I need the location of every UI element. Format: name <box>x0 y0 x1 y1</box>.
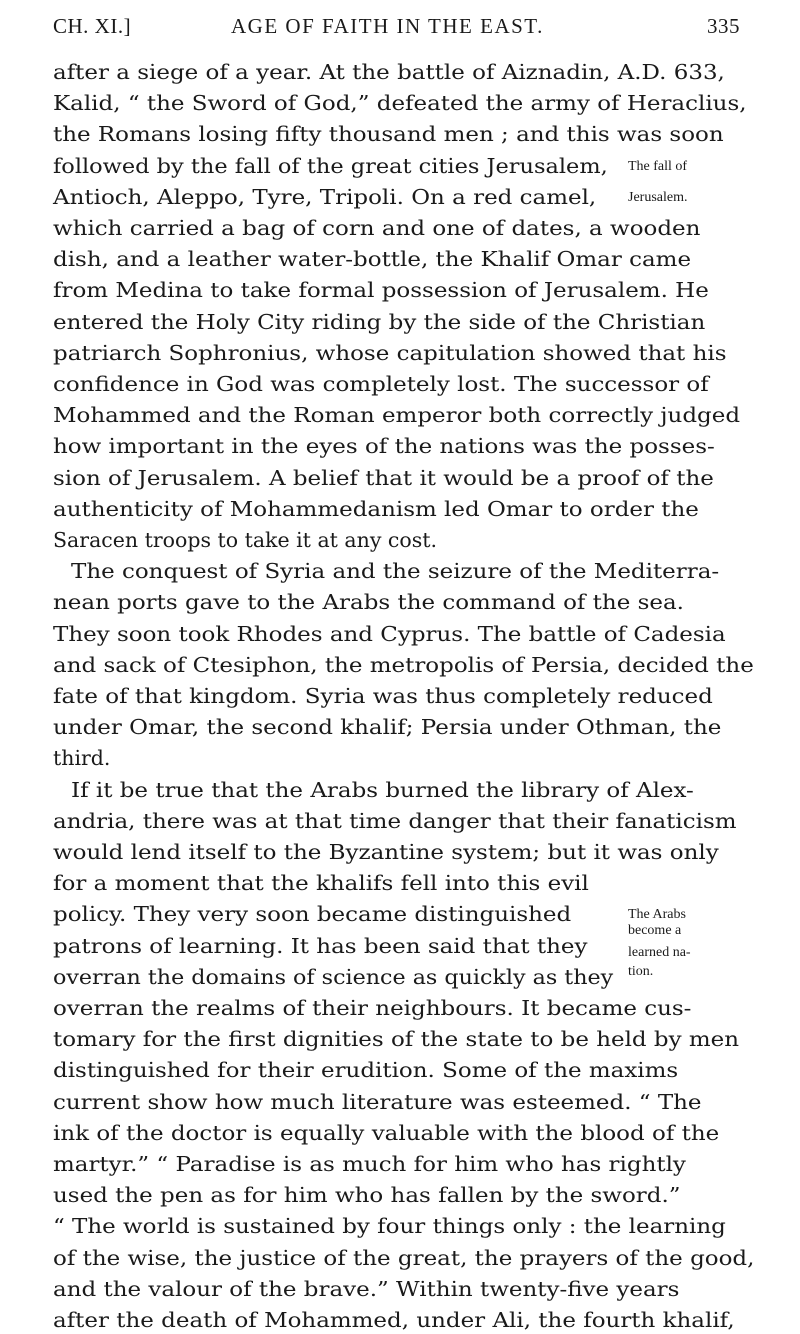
text-line: martyr.” “ Paradise is as much for him who has rightly <box>53 1152 686 1176</box>
margin-note: The fall of <box>628 158 688 174</box>
text-line: sion of Jerusalem. A belief that it would be a proof of the <box>53 465 714 490</box>
text-line: dish, and a leather water-bottle, the Khalif Omar came <box>53 247 692 272</box>
text-line: and the valour of the brave.” Within twenty-five years <box>53 1276 680 1301</box>
text-line: The conquest of Syria and the seizure of the Mediterra- <box>71 559 720 584</box>
text-line: used the pen as for him who has fallen by the sword.” <box>53 1183 681 1208</box>
text-line: ink of the doctor is equally valuable with the blood of the <box>53 1120 720 1145</box>
text-line: They soon took Rhodes and Cyprus. The battle of Cadesia <box>53 621 726 646</box>
margin-note: become a <box>628 923 682 938</box>
page-number: 335 <box>707 14 740 38</box>
text-line: fate of that kingdom. Syria was thus completely reduced <box>53 684 713 708</box>
text-line: from Medina to take formal possession of Jerusalem. He <box>53 278 709 303</box>
running-header <box>53 14 740 44</box>
text-line: entered the Holy City riding by the side of the Christian <box>53 309 706 334</box>
running-title: AGE OF FAITH IN THE EAST. <box>231 14 544 38</box>
text-line: third. <box>53 746 111 771</box>
text-line: would lend itself to the Byzantine system; but it was only <box>53 840 719 864</box>
text-line: patriarch Sophronius, whose capitulation showed that his <box>53 340 727 365</box>
text-line: which carried a bag of corn and one of dates, a wooden <box>53 216 701 240</box>
text-line: authenticity of Mohammedanism led Omar to order the <box>53 496 699 521</box>
text-line: and sack of Ctesiphon, the metropolis of Persia, decided the <box>53 652 754 677</box>
margin-note: learned na- <box>628 944 691 960</box>
text-line: overran the realms of their neighbours. It became cus- <box>53 996 692 1020</box>
text-line: If it be true that the Arabs burned the library of Alex- <box>71 777 694 802</box>
chapter-label: CH. XI.] <box>53 14 132 38</box>
text-line: overran the domains of science as quickly as they <box>53 964 614 989</box>
text-line: current show how much literature was esteemed. “ The <box>53 1089 702 1114</box>
text-line: Kalid, “ the Sword of God,” defeated the army of Heraclius, <box>53 91 747 116</box>
margin-note: The Arabs <box>628 907 686 923</box>
text-line: Antioch, Aleppo, Tyre, Tripoli. On a red camel, <box>53 184 597 209</box>
text-line: after a siege of a year. At the battle of Aiznadin, A.D. 633, <box>53 60 725 84</box>
text-line: policy. They very soon became distinguished <box>53 902 572 927</box>
text-line: nean ports gave to the Arabs the command of the sea. <box>53 590 684 615</box>
text-line: for a moment that the khalifs fell into this evil <box>53 871 589 896</box>
text-line: how important in the eyes of the nations was the posses- <box>53 434 715 459</box>
text-line: distinguished for their erudition. Some of the maxims <box>53 1058 679 1083</box>
margin-note: tion. <box>628 963 654 979</box>
text-line: after the death of Mohammed, under Ali, the fourth khalif, <box>53 1308 735 1332</box>
text-line: patrons of learning. It has been said that they <box>53 933 588 958</box>
text-line: Saracen troops to take it at any cost. <box>53 528 438 552</box>
text-line: confidence in God was completely lost. The successor of <box>53 372 709 396</box>
margin-note: Jerusalem. <box>628 189 688 205</box>
text-line: andria, there was at that time danger that their fanaticism <box>53 808 737 833</box>
text-line: followed by the fall of the great cities Jerusalem, <box>53 153 608 178</box>
text-line: tomary for the first dignities of the state to be held by men <box>53 1027 740 1052</box>
text-line: Mohammed and the Roman emperor both correctly judged <box>53 403 741 428</box>
text-line: the Romans losing fifty thousand men ; and this was soon <box>53 122 724 147</box>
text-line: “ The world is sustained by four things only : the learning <box>53 1214 726 1239</box>
text-line: under Omar, the second khalif; Persia under Othman, the <box>53 715 722 740</box>
text-line: of the wise, the justice of the great, the prayers of the good, <box>53 1245 755 1270</box>
